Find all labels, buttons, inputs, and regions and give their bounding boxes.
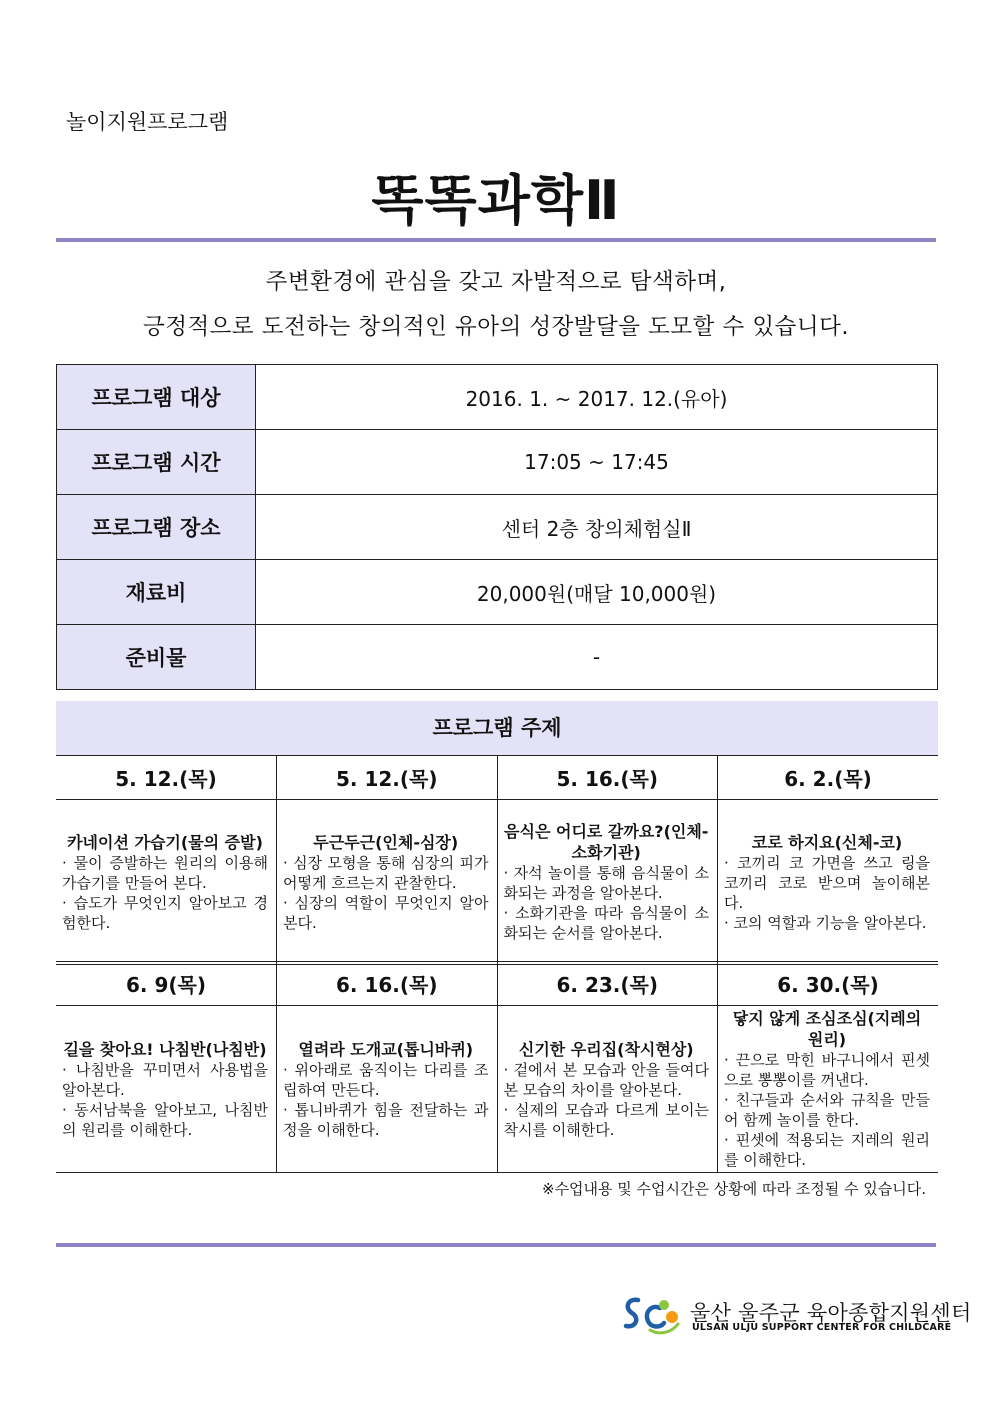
session-date: 5. 16.(목): [497, 756, 718, 800]
session-title: 코로 하지요(신체-코): [751, 832, 903, 852]
session-card: [277, 800, 498, 965]
session-desc: · 핀셋에 적용되는 지레의 원리를 이해한다.: [724, 1131, 930, 1169]
session-desc: · 코끼리 코 가면을 쓰고 링을 코끼리 코로 받으며 놀이해본다.: [724, 853, 930, 912]
session-title: 두근두근(인체-심장): [313, 832, 459, 852]
center-logo-icon: [620, 1294, 682, 1336]
session-desc: · 심장의 역할이 무엇인지 알아본다.: [283, 893, 489, 932]
session-desc: · 톱니바퀴가 힘을 전달하는 과정을 이해한다.: [283, 1100, 489, 1139]
session-date: 6. 16.(목): [277, 962, 498, 1006]
center-name-english: ULSAN ULJU SUPPORT CENTER FOR CHILDCARE: [692, 1322, 952, 1333]
session-date: 6. 9(목): [56, 962, 277, 1006]
content-row: [56, 800, 938, 965]
session-desc: · 코의 역할과 기능을 알아본다.: [724, 913, 927, 932]
info-label: 프로그램 장소: [57, 495, 256, 560]
session-card: [56, 1006, 277, 1173]
info-row-time: [57, 430, 938, 495]
info-row-target: [57, 365, 938, 430]
info-value: -: [256, 625, 938, 690]
session-desc: · 동서남북을 알아보고, 나침반의 원리를 이해한다.: [62, 1100, 268, 1139]
session-card: [497, 1006, 718, 1173]
session-card: [497, 800, 718, 965]
session-card: [718, 800, 939, 965]
info-value: 17:05 ~ 17:45: [256, 430, 938, 495]
session-desc: · 끈으로 막힌 바구니에서 핀셋으로 뽕뽕이를 꺼낸다.: [724, 1051, 930, 1089]
info-value: 2016. 1. ~ 2017. 12.(유아): [256, 365, 938, 430]
session-title: 닿지 않게 조심조심(지레의 원리): [732, 1009, 922, 1049]
session-title: 길을 찾아요! 나침반(나침반): [63, 1039, 267, 1059]
sessions-grid-top: [56, 755, 938, 965]
session-date: 5. 12.(목): [277, 756, 498, 800]
schedule-note: ※수업내용 및 수업시간은 상황에 따라 조정될 수 있습니다.: [542, 1180, 926, 1198]
session-title: 열려라 도개교(톱니바퀴): [298, 1039, 474, 1059]
program-info-table: [56, 364, 938, 690]
session-desc: · 물이 증발하는 원리의 이용해 가습기를 만들어 본다.: [62, 853, 268, 892]
center-name: 울산 울주군 육아종합지원센터: [690, 1301, 972, 1325]
session-date: 6. 23.(목): [497, 962, 718, 1006]
session-title: 신기한 우리집(착시현상): [518, 1039, 694, 1059]
session-date: 6. 30.(목): [718, 962, 939, 1006]
topics-heading: 프로그램 주제: [56, 701, 938, 756]
intro-line-1: 주변환경에 관심을 갖고 자발적으로 탐색하며,: [265, 269, 727, 295]
date-row: [56, 962, 938, 1006]
session-desc: · 겉에서 본 모습과 안을 들여다 본 모습의 차이를 알아본다.: [503, 1060, 709, 1099]
info-row-fee: [57, 560, 938, 625]
session-date: 6. 2.(목): [718, 756, 939, 800]
info-row-place: [57, 495, 938, 560]
bottom-divider: [56, 1243, 936, 1247]
info-row-supplies: [57, 625, 938, 690]
session-desc: · 소화기관을 따라 음식물이 소화되는 순서를 알아본다.: [503, 904, 709, 942]
session-desc: · 친구들과 순서와 규칙을 만들어 함께 놀이를 한다.: [724, 1091, 930, 1129]
page-title: 똑똑과학Ⅱ: [371, 169, 621, 232]
session-title: 카네이션 가습기(물의 증발): [67, 832, 263, 852]
session-desc: · 심장 모형을 통해 심장의 피가 어떻게 흐르는지 관찰한다.: [283, 853, 489, 892]
intro-line-2: 긍정적으로 도전하는 창의적인 유아의 성장발달을 도모할 수 있습니다.: [142, 314, 850, 340]
session-card: [277, 1006, 498, 1173]
info-value: 20,000원(매달 10,000원): [256, 560, 938, 625]
top-divider: [56, 238, 936, 242]
info-value: 센터 2층 창의체험실Ⅱ: [256, 495, 938, 560]
content-row: [56, 1006, 938, 1173]
info-label: 프로그램 대상: [57, 365, 256, 430]
program-category: 놀이지원프로그램: [66, 110, 229, 134]
session-title: 음식은 어디로 갈까요?(인체-소화기관): [504, 822, 709, 862]
session-desc: · 실제의 모습과 다르게 보이는 착시를 이해한다.: [503, 1100, 709, 1139]
info-label: 준비물: [57, 625, 256, 690]
session-desc: · 위아래로 움직이는 다리를 조립하여 만든다.: [283, 1060, 489, 1099]
session-desc: · 자석 놀이를 통해 음식물이 소화되는 과정을 알아본다.: [503, 864, 709, 902]
info-label: 프로그램 시간: [57, 430, 256, 495]
session-card: [718, 1006, 939, 1173]
date-row: [56, 756, 938, 800]
session-card: [56, 800, 277, 965]
sessions-grid-bottom: [56, 961, 938, 1173]
session-desc: · 나침반을 꾸미면서 사용법을 알아본다.: [62, 1060, 268, 1099]
session-date: 5. 12.(목): [56, 756, 277, 800]
info-label: 재료비: [57, 560, 256, 625]
session-desc: · 습도가 무엇인지 알아보고 경험한다.: [62, 893, 268, 932]
